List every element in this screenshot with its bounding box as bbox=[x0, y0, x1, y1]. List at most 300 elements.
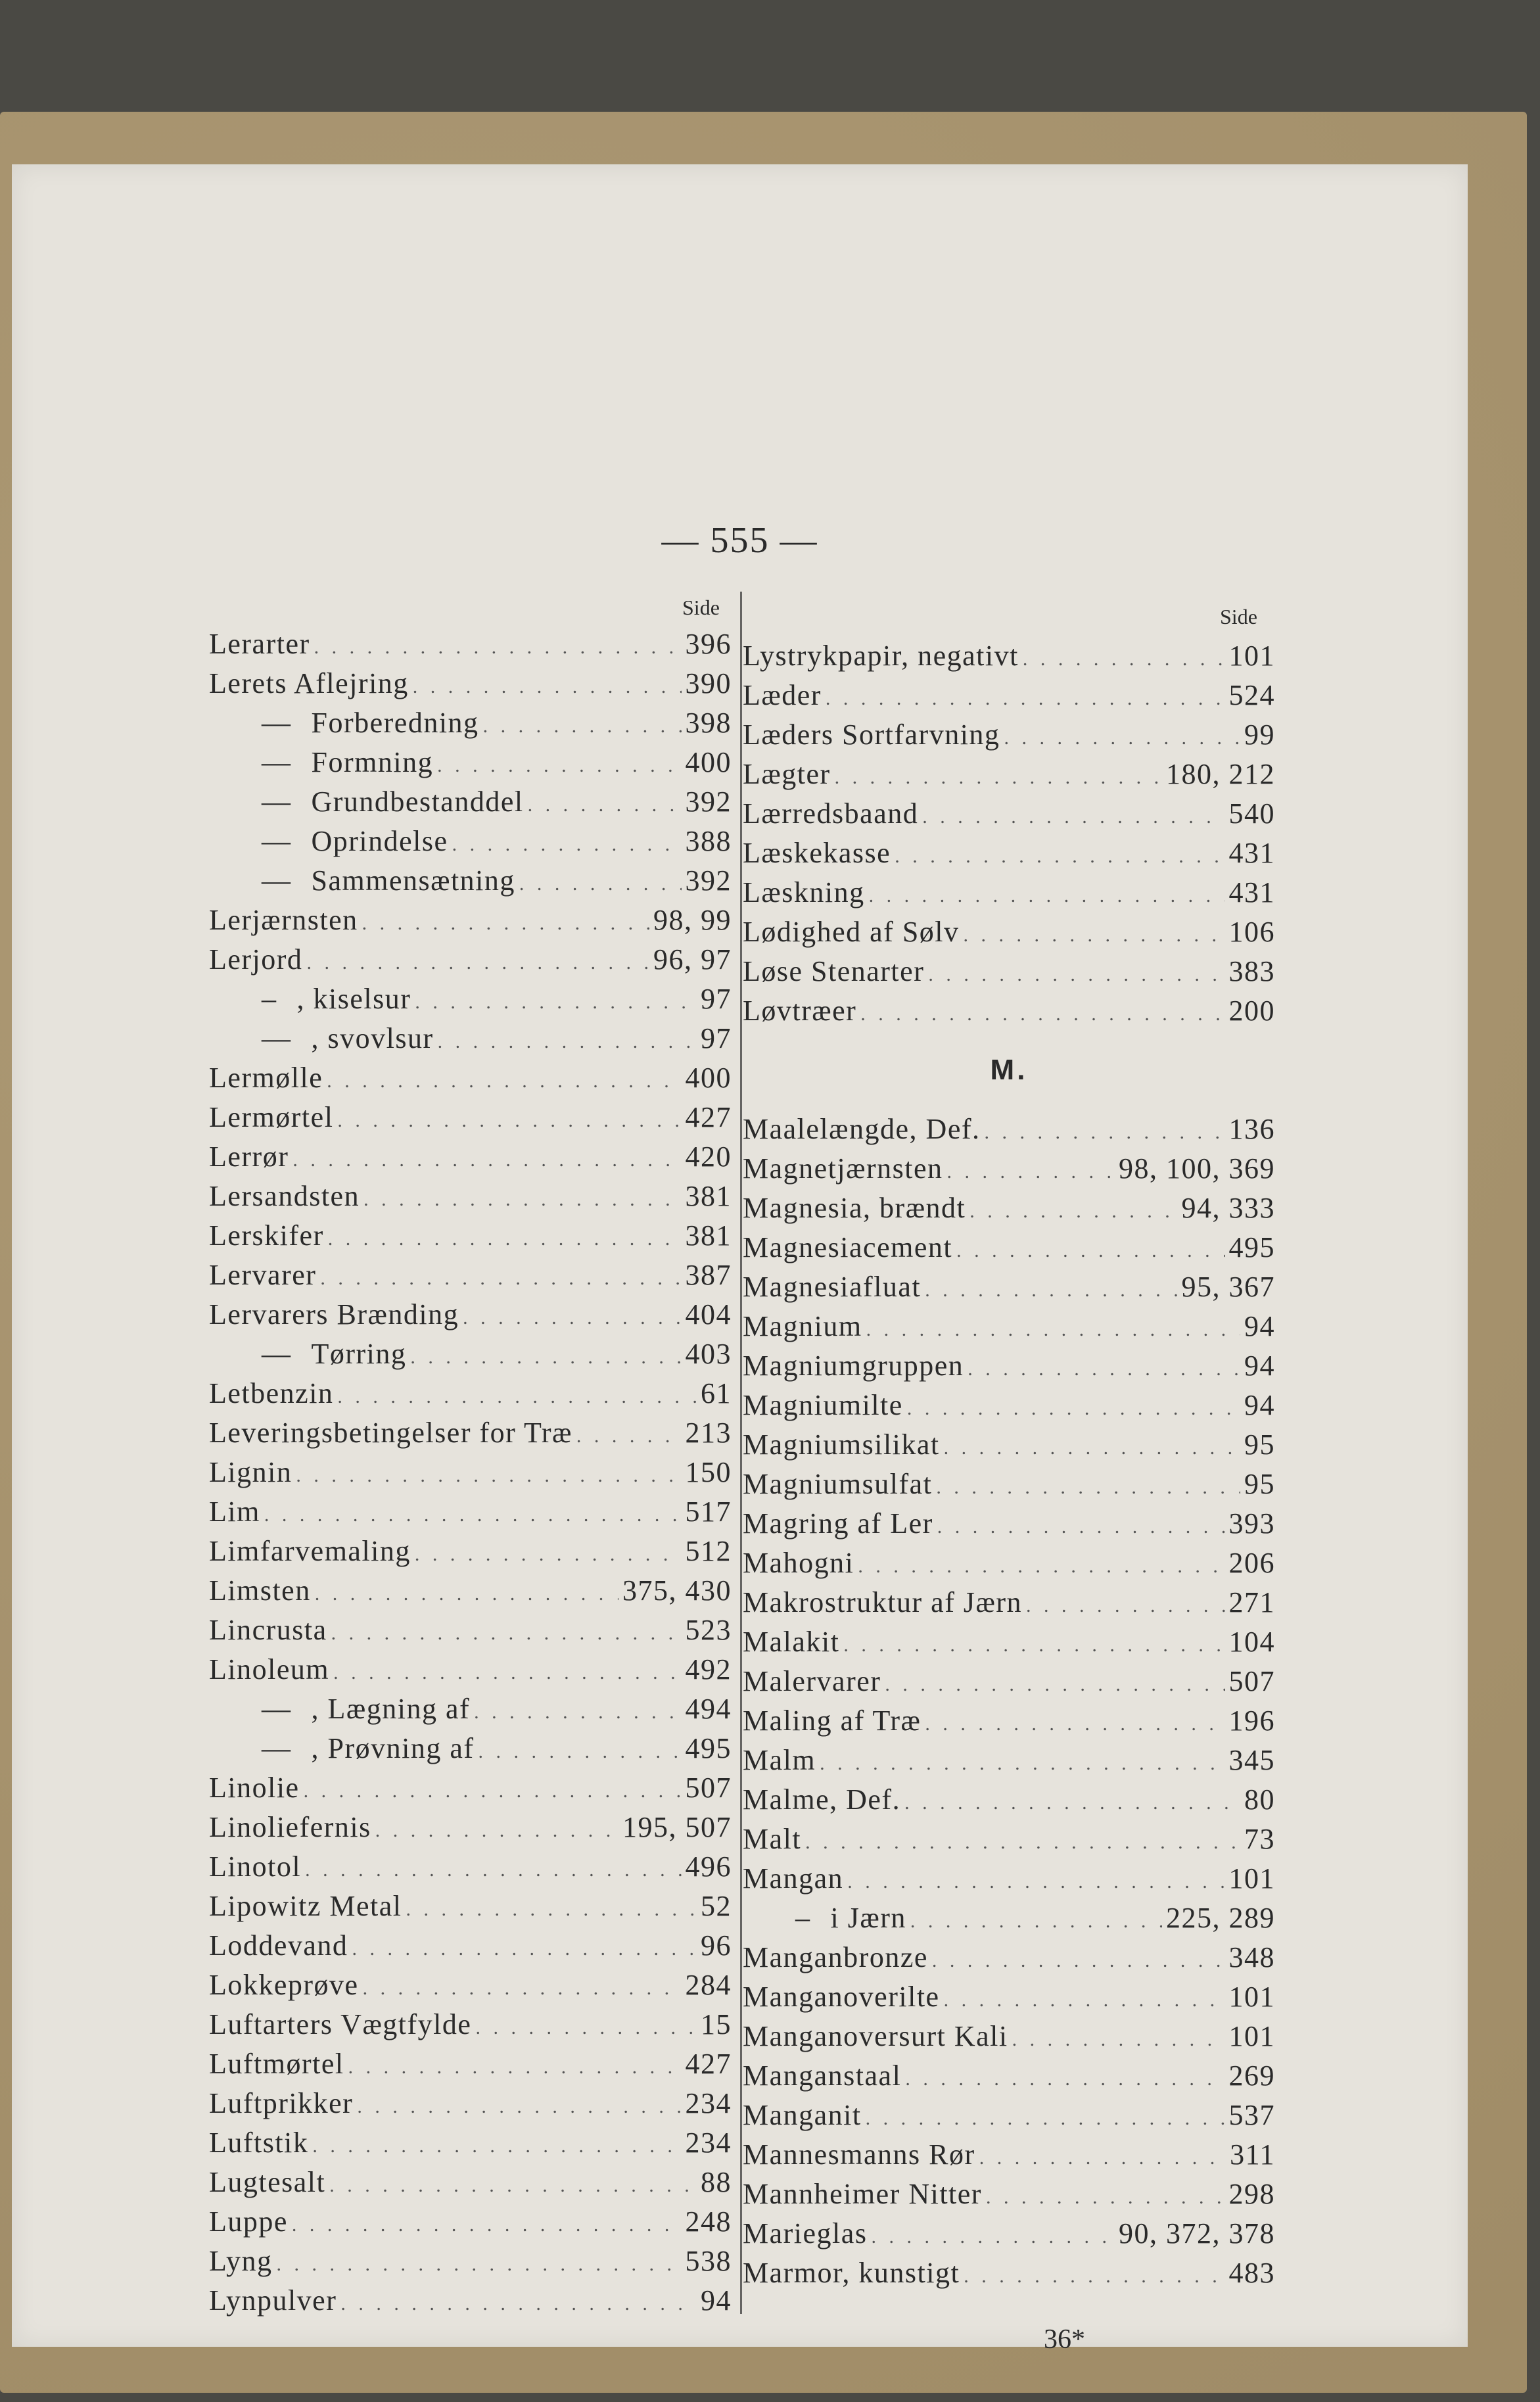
dot-leader bbox=[437, 743, 681, 786]
dot-leader bbox=[871, 2214, 1115, 2257]
dot-leader bbox=[820, 1741, 1225, 1783]
dot-leader bbox=[826, 676, 1225, 718]
dot-leader bbox=[478, 1729, 682, 1772]
entry-pages: 94, 333 bbox=[1181, 1192, 1275, 1224]
dot-leader bbox=[362, 901, 649, 943]
dot-leader bbox=[1026, 1583, 1225, 1626]
dot-leader bbox=[925, 1701, 1225, 1744]
index-group-m bbox=[743, 1110, 1275, 2293]
dot-leader bbox=[327, 1058, 681, 1101]
entry-pages: 427 bbox=[685, 1101, 732, 1133]
entry-pages: 106 bbox=[1228, 916, 1275, 948]
index-entry bbox=[743, 1346, 1275, 1386]
entry-ditto-dash: — bbox=[262, 1732, 292, 1764]
entry-pages: 537 bbox=[1228, 2099, 1275, 2131]
index-entry bbox=[209, 1887, 732, 1926]
entry-term: Magniumgruppen bbox=[743, 1350, 964, 1382]
entry-pages: 234 bbox=[685, 2127, 732, 2159]
entry-ditto-dash: — bbox=[262, 825, 292, 857]
entry-term: Manganbronze bbox=[743, 1941, 928, 1973]
dot-leader bbox=[264, 1492, 682, 1535]
entry-term: Malme, Def. bbox=[743, 1783, 901, 1816]
index-entry bbox=[209, 743, 732, 782]
entry-term: Magnesiafluat bbox=[743, 1271, 922, 1303]
index-entry bbox=[743, 1228, 1275, 1267]
entry-term: Sammensætning bbox=[311, 864, 515, 897]
index-entry bbox=[209, 2044, 732, 2084]
dot-leader bbox=[333, 1650, 681, 1693]
dot-leader bbox=[314, 624, 682, 667]
entry-term: Magnesiacement bbox=[743, 1231, 953, 1263]
entry-pages: 95, 367 bbox=[1181, 1271, 1275, 1303]
entry-pages: 101 bbox=[1228, 2020, 1275, 2052]
index-column-right bbox=[743, 636, 1275, 2293]
entry-term: Oprindelse bbox=[311, 825, 448, 857]
entry-term: Magnetjærnsten bbox=[743, 1152, 943, 1185]
entry-pages: 206 bbox=[1228, 1547, 1275, 1579]
index-entry bbox=[209, 1374, 732, 1413]
entry-pages: 248 bbox=[685, 2205, 732, 2238]
entry-term: Manganoversurt Kali bbox=[743, 2020, 1008, 2052]
index-entry bbox=[743, 2096, 1275, 2135]
index-entry bbox=[209, 1768, 732, 1808]
entry-pages: 398 bbox=[685, 707, 732, 739]
entry-term: Luftstik bbox=[209, 2127, 309, 2159]
dot-leader bbox=[895, 834, 1225, 876]
index-entry bbox=[743, 1189, 1275, 1228]
entry-term: Lystrykpapir, negativt bbox=[743, 640, 1019, 672]
entry-pages: 388 bbox=[685, 825, 732, 857]
entry-pages: 517 bbox=[685, 1495, 732, 1528]
dot-leader bbox=[964, 912, 1225, 955]
entry-term: Lerjord bbox=[209, 943, 303, 976]
entry-pages: 483 bbox=[1228, 2257, 1275, 2289]
entry-term: Formning bbox=[311, 746, 434, 778]
entry-term: Magnesia, brændt bbox=[743, 1192, 966, 1224]
entry-pages: 80 bbox=[1244, 1783, 1275, 1816]
index-entry bbox=[209, 1216, 732, 1256]
index-entry bbox=[743, 1938, 1275, 1977]
entry-pages: 298 bbox=[1228, 2178, 1275, 2210]
index-entry bbox=[743, 1898, 1275, 1938]
section-heading-m: M. bbox=[990, 1054, 1028, 1086]
side-header-left: Side bbox=[682, 596, 720, 619]
entry-pages: 61 bbox=[701, 1377, 732, 1409]
index-entry bbox=[209, 2163, 732, 2202]
dot-leader bbox=[869, 873, 1225, 916]
entry-term: Loddevand bbox=[209, 1929, 348, 1962]
index-entry bbox=[743, 2017, 1275, 2056]
index-entry bbox=[209, 1808, 732, 1847]
entry-pages: 101 bbox=[1228, 640, 1275, 672]
entry-term: Linotol bbox=[209, 1850, 302, 1883]
entry-pages: 381 bbox=[685, 1180, 732, 1212]
entry-term: Marieglas bbox=[743, 2217, 868, 2249]
index-entry bbox=[209, 624, 732, 664]
dot-leader bbox=[956, 1228, 1225, 1271]
index-entry bbox=[743, 715, 1275, 755]
entry-pages: 431 bbox=[1228, 876, 1275, 908]
entry-term: , Lægning af bbox=[311, 1693, 471, 1725]
entry-ditto-dash: — bbox=[262, 864, 292, 897]
entry-term: , Prøvning af bbox=[311, 1732, 475, 1764]
dot-leader bbox=[276, 2242, 681, 2284]
entry-term: Limfarvemaling bbox=[209, 1535, 411, 1567]
dot-leader bbox=[843, 1622, 1225, 1665]
entry-pages: 94 bbox=[1244, 1350, 1275, 1382]
entry-term: Lermørtel bbox=[209, 1101, 334, 1133]
entry-term: Maalelængde, Def. bbox=[743, 1113, 981, 1145]
index-entry bbox=[209, 1966, 732, 2005]
entry-pages: 271 bbox=[1228, 1586, 1275, 1618]
index-entry bbox=[743, 1741, 1275, 1780]
dot-leader bbox=[835, 755, 1162, 797]
entry-pages: 284 bbox=[685, 1969, 732, 2001]
entry-pages: 512 bbox=[685, 1535, 732, 1567]
entry-pages: 427 bbox=[685, 2048, 732, 2080]
index-entry bbox=[743, 873, 1275, 912]
entry-term: Læders Sortfarvning bbox=[743, 718, 1000, 751]
index-entry bbox=[209, 940, 732, 979]
dot-leader bbox=[866, 2096, 1225, 2138]
index-entry bbox=[209, 1926, 732, 1966]
index-entry bbox=[743, 1820, 1275, 1859]
entry-pages: 101 bbox=[1228, 1862, 1275, 1895]
dot-leader bbox=[576, 1413, 682, 1456]
index-entry bbox=[209, 2084, 732, 2123]
index-entry bbox=[743, 1465, 1275, 1504]
entry-pages: 213 bbox=[685, 1417, 732, 1449]
index-entry bbox=[743, 1386, 1275, 1425]
dot-leader bbox=[452, 822, 682, 864]
entry-term: Løvtræer bbox=[743, 995, 857, 1027]
dot-leader bbox=[964, 2253, 1225, 2296]
entry-term: , kiselsur bbox=[296, 983, 411, 1015]
index-entry bbox=[209, 703, 732, 743]
entry-term: Magring af Ler bbox=[743, 1507, 933, 1540]
index-entry bbox=[209, 1453, 732, 1492]
index-entry bbox=[743, 636, 1275, 676]
entry-pages: 196 bbox=[1228, 1705, 1275, 1737]
entry-term: , svovlsur bbox=[311, 1022, 434, 1054]
index-entry bbox=[209, 1729, 732, 1768]
entry-pages: 507 bbox=[685, 1772, 732, 1804]
entry-pages: 496 bbox=[685, 1850, 732, 1883]
entry-term: Lim bbox=[209, 1495, 260, 1528]
dot-leader bbox=[328, 1216, 682, 1259]
dot-leader bbox=[528, 782, 682, 825]
dot-leader bbox=[438, 1019, 697, 1062]
entry-term: Lægter bbox=[743, 758, 831, 790]
dot-leader bbox=[304, 1768, 682, 1811]
index-entry bbox=[209, 1334, 732, 1374]
dot-leader bbox=[866, 1307, 1240, 1350]
dot-leader bbox=[337, 1098, 681, 1141]
entry-pages: 507 bbox=[1228, 1665, 1275, 1697]
entry-term: Lerjærnsten bbox=[209, 904, 358, 936]
entry-term: Lerarter bbox=[209, 628, 310, 660]
index-entry bbox=[743, 794, 1275, 834]
entry-term: Lerets Aflejring bbox=[209, 667, 409, 699]
index-entry bbox=[743, 1267, 1275, 1307]
dot-leader bbox=[904, 1780, 1240, 1823]
dot-leader bbox=[519, 861, 682, 904]
entry-pages: 234 bbox=[685, 2087, 732, 2119]
dot-leader bbox=[292, 1137, 681, 1180]
entry-ditto-dash: — bbox=[262, 786, 292, 818]
index-entry bbox=[743, 676, 1275, 715]
dot-leader bbox=[320, 1256, 681, 1298]
index-entry bbox=[743, 991, 1275, 1031]
entry-pages: 383 bbox=[1228, 955, 1275, 987]
index-entry bbox=[743, 2214, 1275, 2253]
dot-leader bbox=[329, 2163, 697, 2205]
index-entry bbox=[209, 1492, 732, 1532]
index-entry bbox=[743, 1780, 1275, 1820]
entry-term: Letbenzin bbox=[209, 1377, 334, 1409]
index-column-left bbox=[209, 624, 732, 2320]
dot-leader bbox=[905, 2056, 1225, 2099]
dot-leader bbox=[363, 1177, 681, 1219]
entry-pages: 180, 212 bbox=[1166, 758, 1275, 790]
entry-pages: 90, 372, 378 bbox=[1119, 2217, 1275, 2249]
entry-pages: 97 bbox=[701, 983, 732, 1015]
entry-pages: 392 bbox=[685, 786, 732, 818]
index-entry bbox=[743, 1504, 1275, 1543]
entry-term: Luftmørtel bbox=[209, 2048, 344, 2080]
entry-term: Løse Stenarter bbox=[743, 955, 925, 987]
dot-leader bbox=[315, 1571, 618, 1614]
index-entry bbox=[209, 1137, 732, 1177]
dot-leader bbox=[474, 1689, 681, 1732]
dot-leader bbox=[925, 1267, 1177, 1310]
entry-term: Mannesmanns Rør bbox=[743, 2138, 975, 2171]
entry-pages: 311 bbox=[1230, 2138, 1275, 2171]
entry-pages: 101 bbox=[1228, 1981, 1275, 2013]
index-entry bbox=[209, 2281, 732, 2320]
index-entry bbox=[209, 1571, 732, 1611]
dot-leader bbox=[858, 1543, 1225, 1586]
index-entry bbox=[743, 2253, 1275, 2293]
dot-leader bbox=[331, 1611, 682, 1653]
dot-leader bbox=[352, 1926, 697, 1969]
entry-pages: 96 bbox=[701, 1929, 732, 1962]
dot-leader bbox=[847, 1859, 1225, 1902]
entry-pages: 150 bbox=[685, 1456, 732, 1488]
entry-pages: 99 bbox=[1244, 718, 1275, 751]
entry-pages: 94 bbox=[1244, 1310, 1275, 1342]
dot-leader bbox=[936, 1465, 1240, 1507]
entry-pages: 94 bbox=[1244, 1389, 1275, 1421]
entry-term: Luppe bbox=[209, 2205, 288, 2238]
entry-pages: 98, 99 bbox=[653, 904, 732, 936]
entry-pages: 387 bbox=[685, 1259, 732, 1291]
entry-pages: 94 bbox=[701, 2284, 732, 2317]
entry-term: Mangan bbox=[743, 1862, 844, 1895]
index-entry bbox=[209, 664, 732, 703]
entry-term: Lignin bbox=[209, 1456, 292, 1488]
entry-term: Lødighed af Sølv bbox=[743, 916, 960, 948]
entry-pages: 96, 97 bbox=[653, 943, 732, 976]
entry-term: Lermølle bbox=[209, 1062, 323, 1094]
dot-leader bbox=[415, 1532, 682, 1574]
dot-leader bbox=[944, 1977, 1225, 2020]
entry-pages: 523 bbox=[685, 1614, 732, 1646]
entry-ditto-dash: — bbox=[262, 1022, 292, 1054]
dot-leader bbox=[292, 2202, 682, 2245]
entry-pages: 495 bbox=[685, 1732, 732, 1764]
index-entry bbox=[209, 1256, 732, 1295]
index-entry bbox=[209, 1295, 732, 1334]
index-entry bbox=[209, 2005, 732, 2044]
index-entry bbox=[743, 2056, 1275, 2096]
dot-leader bbox=[910, 1898, 1162, 1941]
dot-leader bbox=[932, 1938, 1225, 1981]
dot-leader bbox=[413, 664, 682, 707]
index-entry bbox=[209, 901, 732, 940]
index-entry bbox=[209, 861, 732, 901]
index-entry bbox=[743, 1662, 1275, 1701]
dot-leader bbox=[885, 1662, 1225, 1705]
entry-term: Forberedning bbox=[311, 707, 479, 739]
entry-term: Lincrusta bbox=[209, 1614, 327, 1646]
entry-pages: 269 bbox=[1228, 2060, 1275, 2092]
dot-leader bbox=[1012, 2017, 1225, 2060]
entry-ditto-dash: – bbox=[795, 1902, 811, 1934]
entry-term: Maling af Træ bbox=[743, 1705, 922, 1737]
entry-pages: 104 bbox=[1228, 1626, 1275, 1658]
index-entry bbox=[209, 782, 732, 822]
index-entry bbox=[209, 822, 732, 861]
column-divider bbox=[740, 592, 742, 2314]
dot-leader bbox=[312, 2123, 681, 2166]
entry-term: Manganit bbox=[743, 2099, 862, 2131]
index-entry bbox=[209, 1019, 732, 1058]
entry-pages: 95 bbox=[1244, 1468, 1275, 1500]
entry-pages: 540 bbox=[1228, 797, 1275, 830]
dot-leader bbox=[979, 2135, 1226, 2178]
entry-term: Grundbestanddel bbox=[311, 786, 524, 818]
index-entry bbox=[743, 1149, 1275, 1189]
entry-term: Lervarer bbox=[209, 1259, 317, 1291]
entry-pages: 95 bbox=[1244, 1428, 1275, 1461]
entry-term: Lyng bbox=[209, 2245, 273, 2277]
entry-term: Manganoverilte bbox=[743, 1981, 940, 2013]
dot-leader bbox=[340, 2281, 697, 2324]
dot-leader bbox=[475, 2005, 697, 2048]
entry-term: Tørring bbox=[311, 1338, 407, 1370]
dot-leader bbox=[357, 2084, 681, 2127]
entry-pages: 381 bbox=[685, 1219, 732, 1252]
entry-term: Linoleum bbox=[209, 1653, 330, 1685]
dot-leader bbox=[363, 1966, 682, 2008]
index-entry bbox=[209, 2202, 732, 2242]
dot-leader bbox=[348, 2044, 682, 2087]
index-entry bbox=[209, 1177, 732, 1216]
entry-term: Linoliefernis bbox=[209, 1811, 371, 1843]
index-entry bbox=[209, 1058, 732, 1098]
index-entry bbox=[743, 952, 1275, 991]
entry-pages: 494 bbox=[685, 1693, 732, 1725]
index-entry bbox=[743, 755, 1275, 794]
entry-pages: 393 bbox=[1228, 1507, 1275, 1540]
entry-pages: 400 bbox=[685, 1062, 732, 1094]
dot-leader bbox=[986, 2175, 1225, 2217]
entry-pages: 392 bbox=[685, 864, 732, 897]
page-number: — 555 — bbox=[661, 520, 818, 561]
index-entry bbox=[209, 1098, 732, 1137]
side-header-right: Side bbox=[1220, 605, 1257, 628]
entry-term: Luftarters Vægtfylde bbox=[209, 2008, 472, 2040]
entry-pages: 200 bbox=[1228, 995, 1275, 1027]
index-entry bbox=[209, 1532, 732, 1571]
entry-ditto-dash: — bbox=[262, 1338, 292, 1370]
entry-term: Lerskifer bbox=[209, 1219, 324, 1252]
signature-mark: 36* bbox=[1044, 2324, 1085, 2355]
entry-pages: 396 bbox=[685, 628, 732, 660]
index-entry bbox=[209, 1650, 732, 1689]
index-entry bbox=[743, 1701, 1275, 1741]
dot-leader bbox=[415, 979, 697, 1022]
entry-pages: 97 bbox=[701, 1022, 732, 1054]
dot-leader bbox=[937, 1504, 1225, 1547]
dot-leader bbox=[969, 1189, 1177, 1231]
index-group-l bbox=[743, 636, 1275, 1031]
dot-leader bbox=[306, 940, 649, 983]
dot-leader bbox=[1023, 636, 1225, 679]
index-entry bbox=[743, 1583, 1275, 1622]
entry-term: Luftprikker bbox=[209, 2087, 354, 2119]
entry-ditto-dash: — bbox=[262, 707, 292, 739]
entry-term: Lervarers Brænding bbox=[209, 1298, 459, 1331]
entry-term: Malervarer bbox=[743, 1665, 881, 1697]
entry-term: Mannheimer Nitter bbox=[743, 2178, 982, 2210]
entry-pages: 390 bbox=[685, 667, 732, 699]
entry-term: Malm bbox=[743, 1744, 816, 1776]
entry-pages: 492 bbox=[685, 1653, 732, 1685]
entry-pages: 495 bbox=[1228, 1231, 1275, 1263]
index-entry bbox=[209, 979, 732, 1019]
entry-pages: 375, 430 bbox=[622, 1574, 732, 1607]
entry-pages: 52 bbox=[701, 1890, 732, 1922]
entry-term: Malakit bbox=[743, 1626, 840, 1658]
dot-leader bbox=[860, 991, 1225, 1034]
entry-ditto-dash: — bbox=[262, 1693, 292, 1725]
index-entry bbox=[209, 1689, 732, 1729]
dot-leader bbox=[947, 1149, 1115, 1192]
entry-term: Lynpulver bbox=[209, 2284, 337, 2317]
dot-leader bbox=[985, 1110, 1225, 1152]
entry-term: Læder bbox=[743, 679, 822, 711]
entry-term: Lipowitz Metal bbox=[209, 1890, 402, 1922]
entry-pages: 403 bbox=[685, 1338, 732, 1370]
entry-pages: 400 bbox=[685, 746, 732, 778]
entry-term: Magnium bbox=[743, 1310, 862, 1342]
entry-term: Limsten bbox=[209, 1574, 311, 1607]
entry-term: Manganstaal bbox=[743, 2060, 902, 2092]
index-entry bbox=[743, 2135, 1275, 2175]
index-entry bbox=[209, 1611, 732, 1650]
dot-leader bbox=[968, 1346, 1240, 1389]
entry-term: Magniumilte bbox=[743, 1389, 903, 1421]
index-entry bbox=[743, 1425, 1275, 1465]
dot-leader bbox=[483, 703, 682, 746]
dot-leader bbox=[305, 1847, 681, 1890]
entry-ditto-dash: — bbox=[262, 746, 292, 778]
entry-term: Magniumsulfat bbox=[743, 1468, 933, 1500]
entry-pages: 420 bbox=[685, 1141, 732, 1173]
entry-term: Makrostruktur af Jærn bbox=[743, 1586, 1022, 1618]
